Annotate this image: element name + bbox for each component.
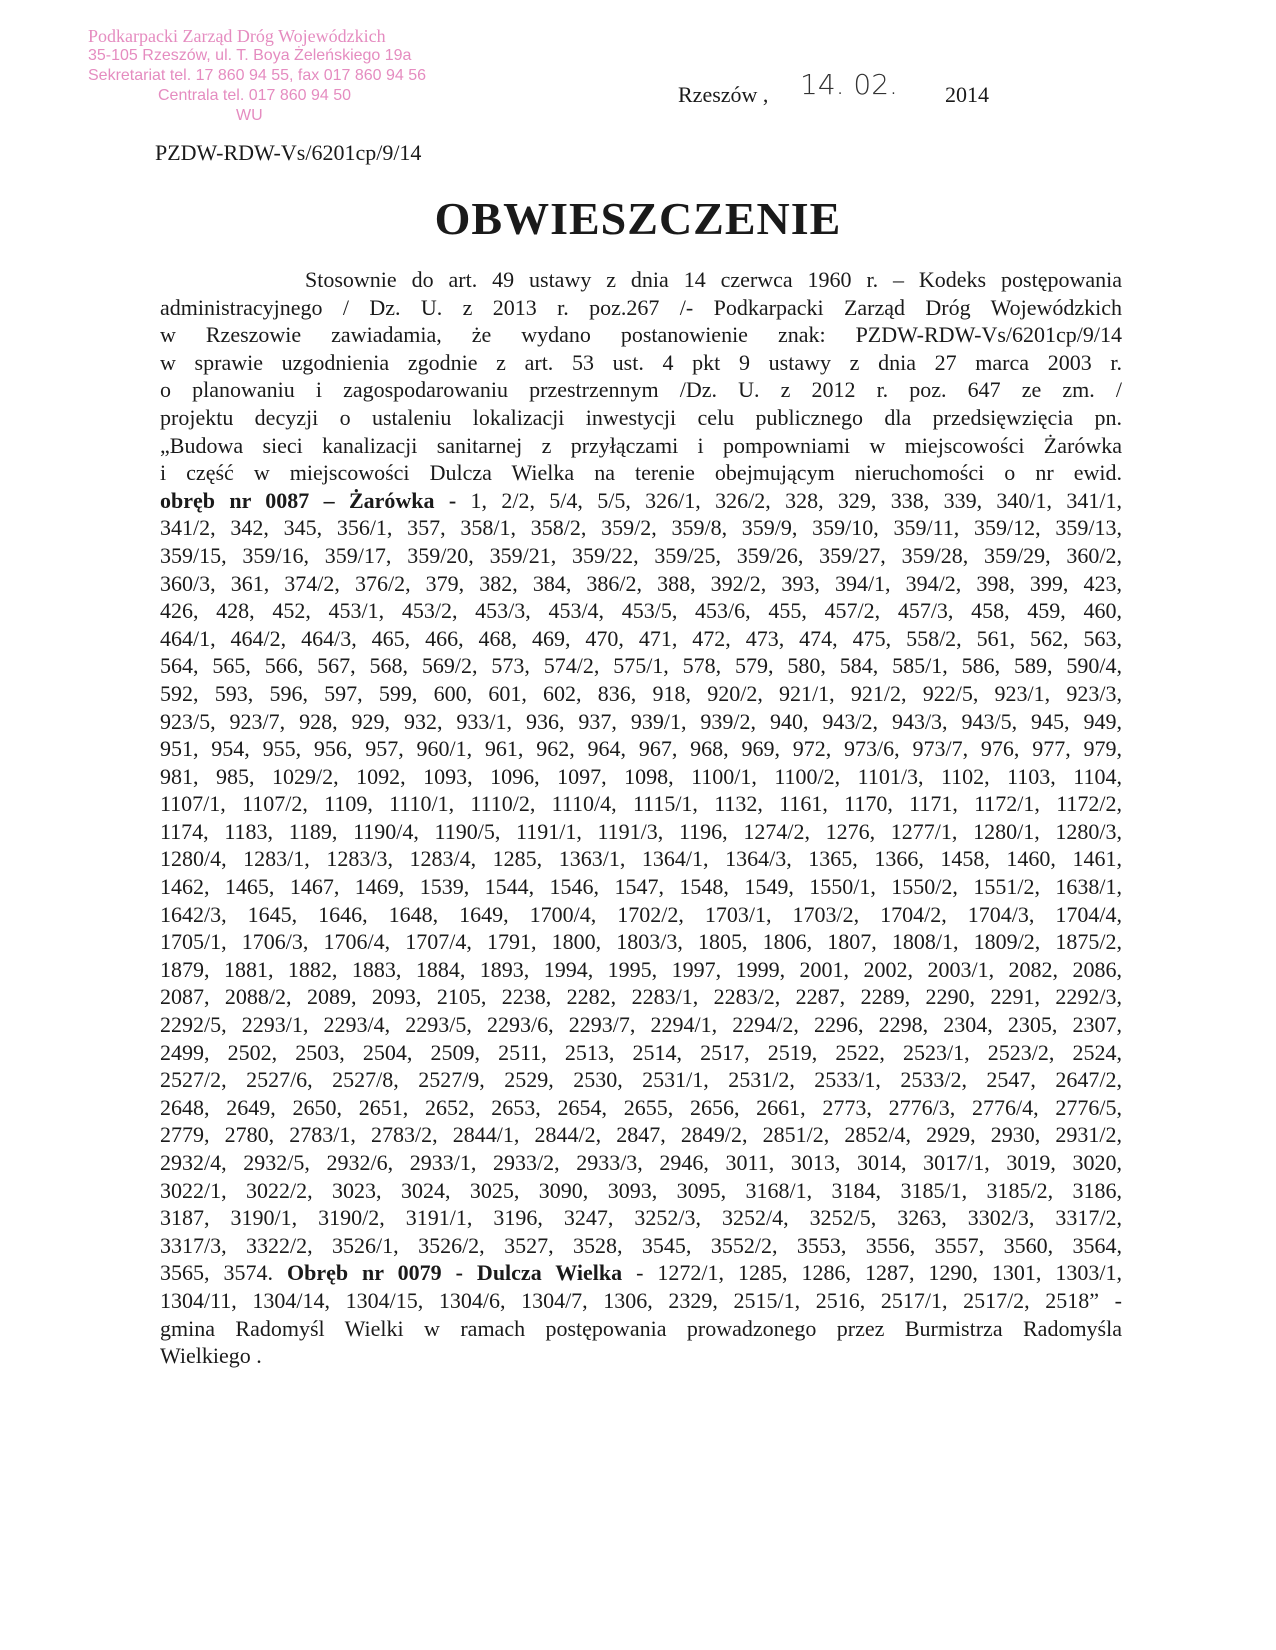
body-line [160,294,1122,322]
text-segment: Stosownie do art. 49 ustawy z dnia 14 czerwca 1960 r. – Kodeks postępowania [305,267,1122,292]
body-line [160,266,1122,294]
body-line [160,1232,1122,1260]
text-segment: 1462, 1465, 1467, 1469, 1539, 1544, 1546, 1547, 1548, 1549, 1550/1, 1550/2, 1551/2, 1638/1, [160,874,1122,900]
body-line [160,376,1122,404]
year: 2014 [945,82,989,107]
body-line [160,1121,1122,1149]
document-body [160,266,1122,1370]
text-segment: gmina Radomyśl Wielki w ramach postępowania prowadzonego przez Burmistrza Radomyśla [160,1315,1122,1341]
text-segment: 2087, 2088/2, 2089, 2093, 2105, 2238, 2282, 2283/1, 2283/2, 2287, 2289, 2290, 2291, 2292/3, [160,984,1122,1010]
body-line [160,404,1122,432]
body-line [160,901,1122,929]
text-segment: 464/1, 464/2, 464/3, 465, 466, 468, 469, 470, 471, 472, 473, 474, 475, 558/2, 561, 562, 563, [160,625,1122,651]
body-line [160,680,1122,708]
body-line [160,514,1122,542]
text-segment: 1174, 1183, 1189, 1190/4, 1190/5, 1191/1, 1191/3, 1196, 1274/2, 1276, 1277/1, 1280/1, 1280/3, [160,818,1122,844]
text-segment: „Budowa sieci kanalizacji sanitarnej z przyłączami i pompowniami w miejscowości Żarówka [160,432,1122,458]
text-segment: 2779, 2780, 2783/1, 2783/2, 2844/1, 2844/2, 2847, 2849/2, 2851/2, 2852/4, 2929, 2930, 2931/2, [160,1122,1122,1148]
text-segment: w Rzeszowie zawiadamia, że wydano postanowienie znak: PZDW-RDW-Vs/6201cp/9/14 [160,322,1122,348]
place: Rzeszów , [678,82,769,107]
text-segment: 2292/5, 2293/1, 2293/4, 2293/5, 2293/6, 2293/7, 2294/1, 2294/2, 2296, 2298, 2304, 2305, 2307, [160,1012,1122,1038]
text-segment: 3317/3, 3322/2, 3526/1, 3526/2, 3527, 3528, 3545, 3552/2, 3553, 3556, 3557, 3560, 3564, [160,1232,1122,1258]
text-segment: w sprawie uzgodnienia zgodnie z art. 53 ust. 4 pkt 9 ustawy z dnia 27 marca 2003 r. [160,349,1122,375]
body-line [160,1039,1122,1067]
text-segment: 3565, 3574. [160,1260,287,1286]
body-line [160,928,1122,956]
text-segment: 951, 954, 955, 956, 957, 960/1, 961, 962, 964, 967, 968, 969, 972, 973/6, 973/7, 976, 977, 979, [160,736,1122,762]
text-segment: 1879, 1881, 1882, 1883, 1884, 1893, 1994, 1995, 1997, 1999, 2001, 2002, 2003/1, 2082, 2086, [160,956,1122,982]
text-segment: 360/3, 361, 374/2, 376/2, 379, 382, 384, 386/2, 388, 392/2, 393, 394/1, 394/2, 398, 399, 423, [160,570,1122,596]
body-line [160,570,1122,598]
text-segment: projektu decyzji o ustaleniu lokalizacji inwestycji celu publicznego dla przedsięwzięcia pn. [160,404,1122,430]
body-line [160,432,1122,460]
document-title: OBWIESZCZENIE [434,193,842,244]
text-segment: 2527/2, 2527/6, 2527/8, 2527/9, 2529, 2530, 2531/1, 2531/2, 2533/1, 2533/2, 2547, 2647/2, [160,1067,1122,1093]
reference-number: PZDW-RDW-Vs/6201cp/9/14 [155,140,422,165]
text-segment: 1642/3, 1645, 1646, 1648, 1649, 1700/4, 1702/2, 1703/1, 1703/2, 1704/2, 1704/3, 1704/4, [160,901,1122,927]
text-segment: 2499, 2502, 2503, 2504, 2509, 2511, 2513, 2514, 2517, 2519, 2522, 2523/1, 2523/2, 2524, [160,1039,1122,1065]
body-line [160,873,1122,901]
text-segment: 341/2, 342, 345, 356/1, 357, 358/1, 358/2, 359/2, 359/8, 359/9, 359/10, 359/11, 359/12, 359/13, [160,515,1122,541]
body-line [160,597,1122,625]
text-segment: 3187, 3190/1, 3190/2, 3191/1, 3196, 3247, 3252/3, 3252/4, 3252/5, 3263, 3302/3, 3317/2, [160,1205,1122,1231]
body-line [160,1094,1122,1122]
bold-text: obręb nr 0087 – Żarówka - [160,487,457,513]
body-line [160,708,1122,736]
text-segment: 359/15, 359/16, 359/17, 359/20, 359/21, 359/22, 359/25, 359/26, 359/27, 359/28, 359/29, 360/2, [160,542,1122,568]
body-line [160,818,1122,846]
text-segment: 1280/4, 1283/1, 1283/3, 1283/4, 1285, 1363/1, 1364/1, 1364/3, 1365, 1366, 1458, 1460, 1461, [160,846,1122,872]
body-line [160,735,1122,763]
stamp-line: WU [236,107,263,124]
text-segment: 3022/1, 3022/2, 3023, 3024, 3025, 3090, 3093, 3095, 3168/1, 3184, 3185/1, 3185/2, 3186, [160,1177,1122,1203]
body-line [160,845,1122,873]
body-line [160,542,1122,570]
text-segment: administracyjnego / Dz. U. z 2013 r. poz.267 /- Podkarpacki Zarząd Dróg Wojewódzkich [160,294,1122,320]
body-line [160,487,1122,515]
text-segment: 1304/11, 1304/14, 1304/15, 1304/6, 1304/7, 1306, 2329, 2515/1, 2516, 2517/1, 2517/2, 2518” - [160,1287,1122,1313]
body-line [160,1149,1122,1177]
bold-text: Obręb nr 0079 - Dulcza Wielka [286,1260,623,1286]
body-line [160,1011,1122,1039]
body-line [160,1315,1122,1343]
text-segment: o planowaniu i zagospodarowaniu przestrzennym /Dz. U. z 2012 r. poz. 647 ze zm. / [160,377,1122,403]
text-segment: 2932/4, 2932/5, 2932/6, 2933/1, 2933/2, 2933/3, 2946, 3011, 3013, 3014, 3017/1, 3019, 3020, [160,1150,1122,1175]
text-segment: 981, 985, 1029/2, 1092, 1093, 1096, 1097, 1098, 1100/1, 1100/2, 1101/3, 1102, 1103, 1104, [160,763,1122,789]
handwritten-date: 14. 02. [800,68,898,101]
body-line [160,1259,1122,1287]
text-segment: - 1272/1, 1285, 1286, 1287, 1290, 1301, 1303/1, [622,1260,1122,1286]
stamp-line: Centrala tel. 017 860 94 50 [158,87,352,104]
body-line [160,1342,1122,1370]
text-segment: Wielkiego . [160,1343,262,1369]
body-line [160,790,1122,818]
body-line [160,1066,1122,1094]
text-segment: 426, 428, 452, 453/1, 453/2, 453/3, 453/4, 453/5, 453/6, 455, 457/2, 457/3, 458, 459, 460, [160,598,1122,624]
body-line [160,1204,1122,1232]
body-line [160,321,1122,349]
text-segment: 564, 565, 566, 567, 568, 569/2, 573, 574/2, 575/1, 578, 579, 580, 584, 585/1, 586, 589, 590/4, [160,653,1122,679]
text-segment: 1107/1, 1107/2, 1109, 1110/1, 1110/2, 1110/4, 1115/1, 1132, 1161, 1170, 1171, 1172/1, 1172/2, [160,791,1122,817]
body-line [160,983,1122,1011]
body-line [160,625,1122,653]
text-segment: 923/5, 923/7, 928, 929, 932, 933/1, 936, 937, 939/1, 939/2, 940, 943/2, 943/3, 943/5, 945, 949, [160,708,1122,734]
text-segment: 592, 593, 596, 597, 599, 600, 601, 602, 836, 918, 920/2, 921/1, 921/2, 922/5, 923/1, 923/3, [160,680,1122,706]
text-segment: i część w miejscowości Dulcza Wielka na terenie obejmującym nieruchomości o nr ewid. [160,460,1122,486]
stamp-line: Sekretariat tel. 17 860 94 55, fax 017 860 94 56 [88,67,427,84]
body-line [160,459,1122,487]
body-line [160,1177,1122,1205]
text-segment: 2648, 2649, 2650, 2651, 2652, 2653, 2654, 2655, 2656, 2661, 2773, 2776/3, 2776/4, 2776/5, [160,1094,1122,1120]
body-line [160,763,1122,791]
body-line [160,1287,1122,1315]
body-line [160,652,1122,680]
institution-stamp [88,26,426,126]
stamp-line: Podkarpacki Zarząd Dróg Wojewódzkich [88,26,386,46]
text-segment: 1, 2/2, 5/4, 5/5, 326/1, 326/2, 328, 329, 338, 339, 340/1, 341/1, [456,487,1122,513]
body-line [160,349,1122,377]
stamp-line: 35-105 Rzeszów, ul. T. Boya Żeleńskiego 19a [88,47,412,64]
text-segment: 1705/1, 1706/3, 1706/4, 1707/4, 1791, 1800, 1803/3, 1805, 1806, 1807, 1808/1, 1809/2, 1875/2, [160,929,1122,955]
body-line [160,956,1122,984]
